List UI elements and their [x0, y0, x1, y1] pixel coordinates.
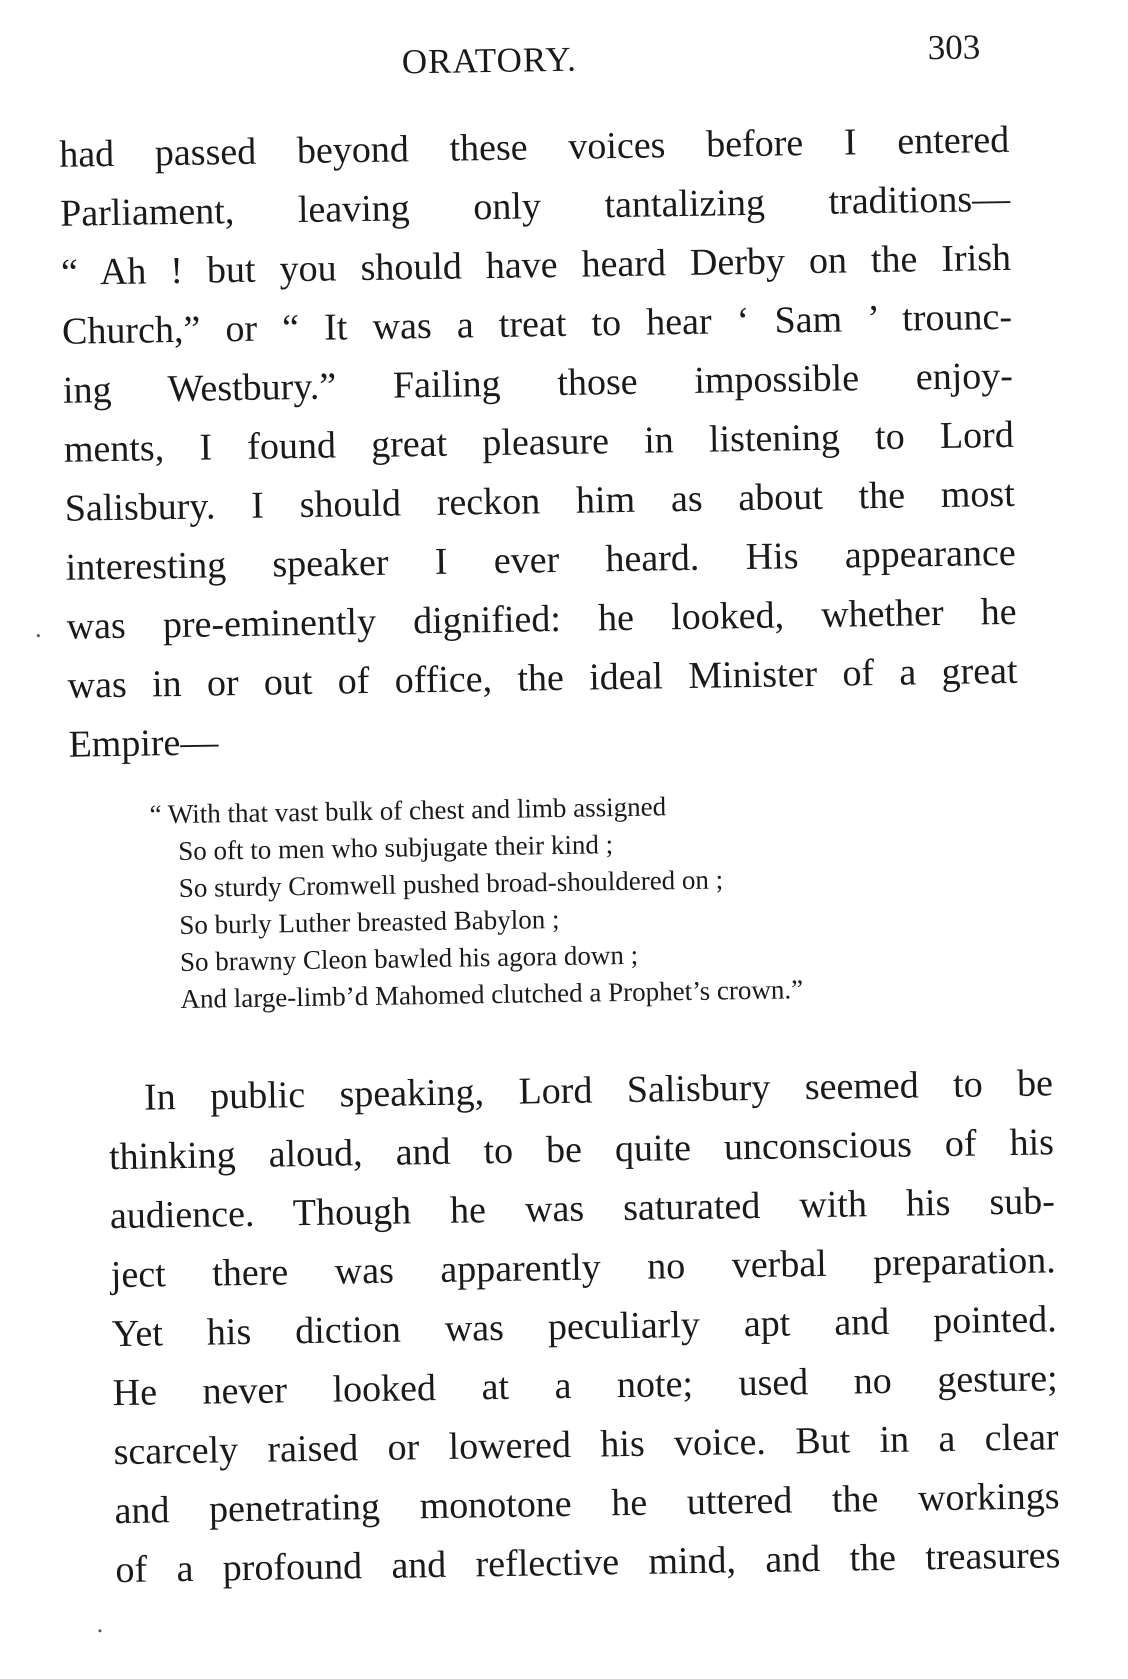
paragraph-2: [108, 1054, 1061, 1600]
text-line: had passed beyond these voices before I entered: [58, 118, 1010, 176]
text-line: Yet his diction was peculiarly apt and pointed.: [111, 1298, 1057, 1356]
text-line: “ Ah ! but you should have heard Derby on the Irish: [60, 236, 1012, 294]
text-line: and penetrating monotone he uttered the workings: [114, 1475, 1060, 1533]
text-line: scarcely raised or lowered his voice. But in a clear: [113, 1416, 1059, 1474]
text-line: of a profound and reflective mind, and the treasures: [115, 1534, 1061, 1592]
page-number: 303: [927, 27, 981, 68]
text-line: Salisbury. I should reckon him as about the most: [64, 472, 1016, 530]
paper-speck: [37, 634, 40, 637]
text-line: interesting speaker I ever heard. His appearance: [65, 531, 1016, 589]
text-line: Empire—: [68, 721, 219, 766]
paragraph-1: [59, 111, 1019, 775]
text-line: In public speaking, Lord Salisbury seemed to be: [143, 1062, 1054, 1119]
verse-line: So sturdy Cromwell pushed broad-shouldered on ;: [178, 864, 724, 903]
verse-line: “ With that vast bulk of chest and limb assigned: [149, 791, 667, 830]
text-line: ject there was apparently no verbal preparation.: [110, 1239, 1057, 1297]
text-line: audience. Though he was saturated with his sub-: [109, 1180, 1056, 1238]
running-head-title: ORATORY.: [401, 39, 578, 82]
text-line: ing Westbury.” Failing those impossible enjoy-: [62, 354, 1014, 412]
text-line: was pre-eminently dignified: he looked, whether he: [66, 590, 1017, 648]
text-line: He never looked at a note; used no gesture;: [112, 1357, 1058, 1415]
verse-line: So oft to men who subjugate their kind ;: [177, 829, 614, 866]
text-line: thinking aloud, and to be quite unconscious of his: [108, 1121, 1055, 1179]
verse-line: And large-limb’d Mahomed clutched a Prophet’s crown.”: [180, 974, 804, 1014]
verse-line: So brawny Cleon bawled his agora down ;: [179, 939, 639, 977]
text-line: Parliament, leaving only tantalizing traditions—: [59, 177, 1011, 235]
text-line: Church,” or “ It was a treat to hear ‘ Sam ’ trounc-: [61, 295, 1013, 353]
verse-line: So burly Luther breasted Babylon ;: [179, 904, 560, 940]
verse-quotation: [149, 786, 803, 1018]
text-line: was in or out of office, the ideal Minister of a great: [67, 649, 1018, 707]
paper-speck: [98, 1629, 101, 1632]
text-line: ments, I found great pleasure in listening to Lord: [63, 413, 1015, 471]
